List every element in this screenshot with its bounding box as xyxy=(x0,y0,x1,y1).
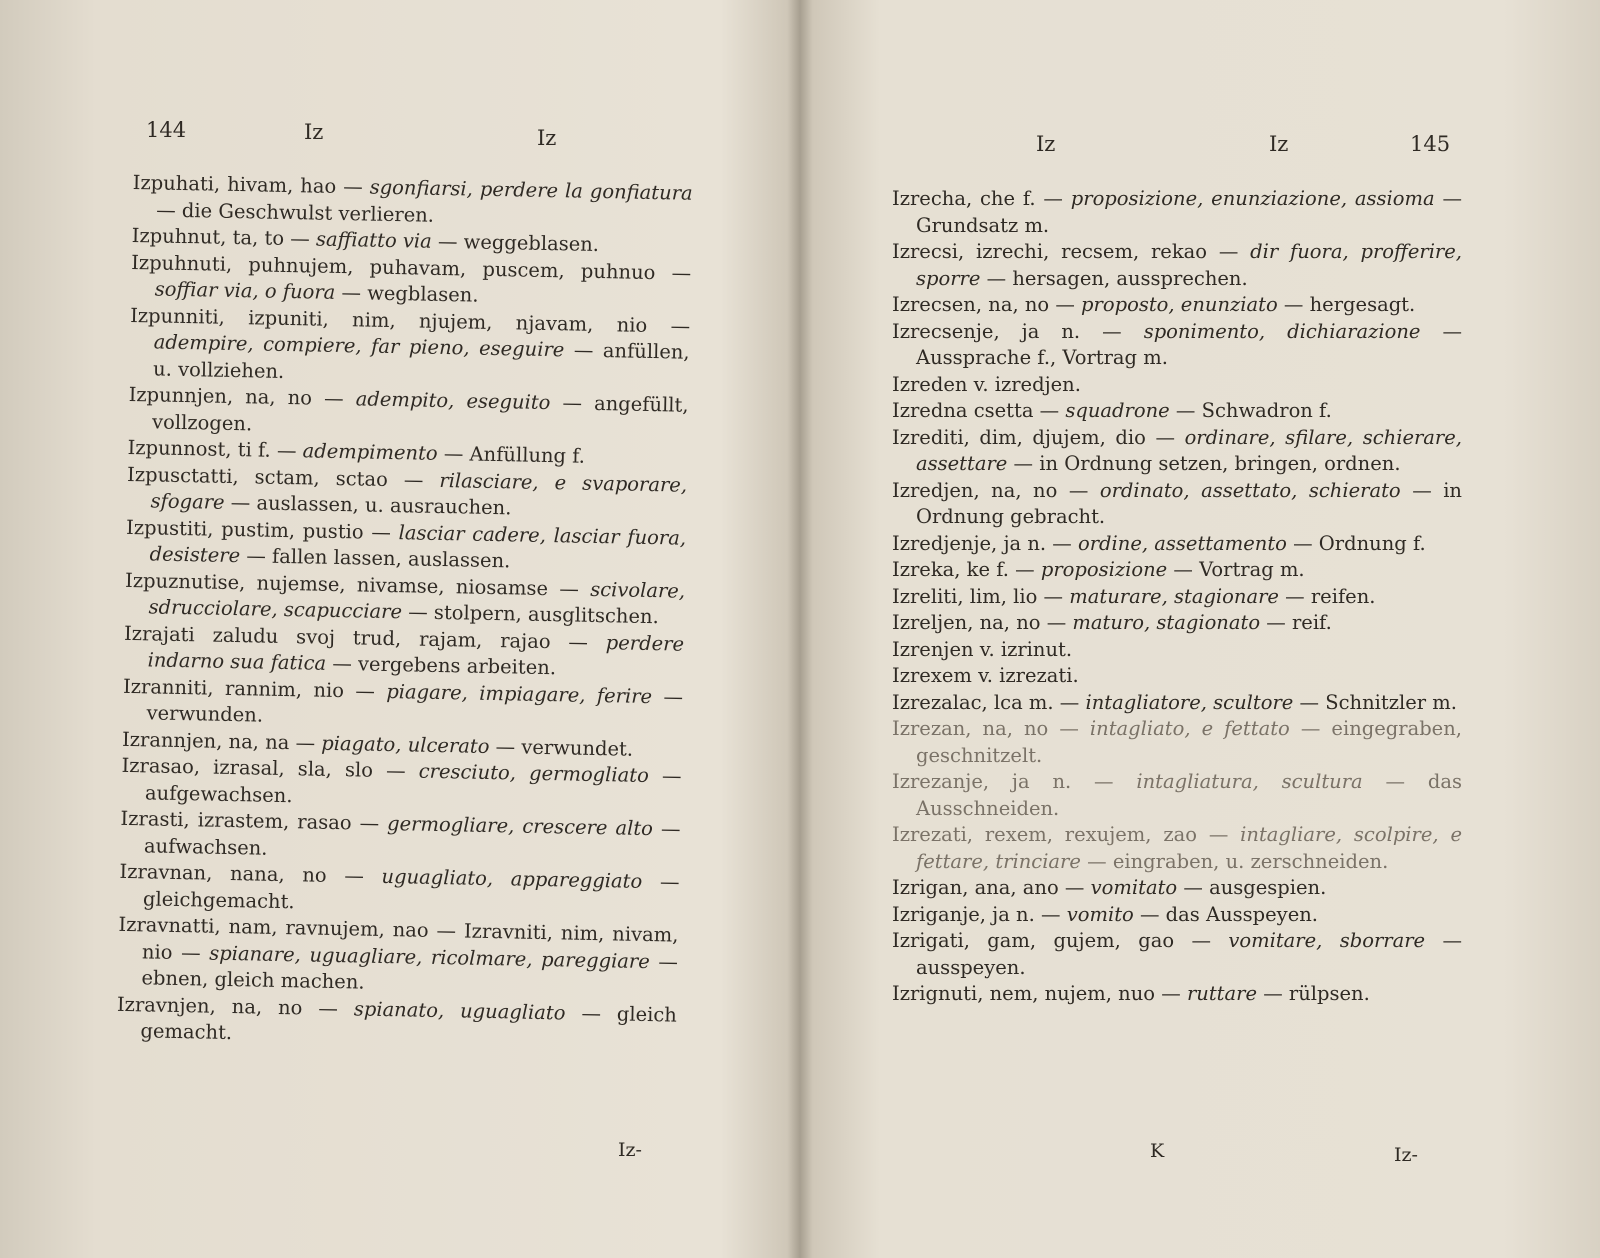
entry-german: — Vortrag m. xyxy=(1173,558,1305,581)
entry-headword: Izpunnost, ti f. — xyxy=(127,435,303,463)
entry-german: — weggeblasen. xyxy=(437,229,600,256)
entry-german: — rülpsen. xyxy=(1263,982,1370,1005)
entry-italian: sgonfiarsi, perdere la gonfiatura xyxy=(369,175,693,205)
dictionary-entry xyxy=(892,425,1462,478)
dictionary-entry xyxy=(892,637,1462,664)
dictionary-entry xyxy=(892,398,1462,425)
catchword: Iz- xyxy=(618,1139,642,1161)
entry-italian: spianato, uguagliato xyxy=(353,996,582,1025)
entry-german: — eingegraben, geschnitzelt. xyxy=(916,717,1462,767)
dictionary-entry xyxy=(892,716,1462,769)
entry-german: — Grundsatz m. xyxy=(916,187,1462,237)
entry-italian: intagliatore, scultore xyxy=(1085,690,1300,714)
entry-italian: cresciuto, germogliato xyxy=(418,759,663,788)
entry-headword: Izravnan, nana, no — xyxy=(119,859,382,888)
dictionary-entry xyxy=(892,663,1462,690)
dictionary-entry xyxy=(892,875,1462,902)
entry-german: — anfüllen, u. vollziehen. xyxy=(152,338,690,383)
entry-italian: proposizione, enunziazione, assioma xyxy=(1070,187,1443,210)
entry-headword: Izpuznutise, nujemse, nivamse, niosamse — xyxy=(124,568,591,601)
entry-italian: piagato, ulcerato xyxy=(321,731,496,758)
entry-headword: Izrexem v. izrezati. xyxy=(892,664,1079,687)
entry-headword: Izrannjen, na, na — xyxy=(121,727,322,755)
entry-list xyxy=(892,186,1462,1008)
entry-italian: germogliare, crescere alto xyxy=(386,812,662,841)
entry-italian: adempimento xyxy=(302,439,445,466)
entry-german: — ausgespien. xyxy=(1183,876,1327,899)
entry-italian: ruttare xyxy=(1186,982,1264,1005)
dictionary-entry xyxy=(892,902,1462,929)
entry-italian: intagliare, scolpire, e fettare, trinciare xyxy=(916,823,1462,873)
entry-italian: scivolare, sdrucciolare, scapucciare xyxy=(148,577,686,624)
entry-italian: proposto, enunziato xyxy=(1081,293,1284,316)
entry-headword: Izrenjen v. izrinut. xyxy=(892,637,1073,661)
entry-italian: vomitato xyxy=(1090,876,1184,899)
entry-headword: Izrecsenje, ja n. — xyxy=(892,319,1144,343)
entry-german: — Ordnung f. xyxy=(1293,531,1426,555)
entry-german: — verwunden. xyxy=(146,684,684,727)
entry-headword: Izrignuti, nem, nujem, nuo — xyxy=(892,982,1187,1005)
entry-italian: uguagliato, appareggiato xyxy=(381,864,661,894)
entry-italian: ordinato, assettato, schierato xyxy=(1099,478,1413,502)
entry-german: — reifen. xyxy=(1285,584,1376,608)
entry-headword: Izrediti, dim, djujem, dio — xyxy=(892,425,1185,449)
entry-german: — ebnen, gleich machen. xyxy=(141,949,679,994)
entry-headword: Izpunniti, izpuniti, nim, njujem, njavam, nio — xyxy=(129,303,691,338)
running-head: Iz xyxy=(1269,132,1289,156)
entry-german: — das Ausspeyen. xyxy=(1139,902,1318,926)
entry-headword: Izrigan, ana, ano — xyxy=(892,876,1091,899)
entry-headword: Izrasao, izrasal, sla, slo — xyxy=(121,753,419,783)
entry-headword: Izredna csetta — xyxy=(892,399,1066,422)
entry-headword: Izpuhati, hivam, hao — xyxy=(132,170,370,199)
entry-italian: sponimento, dichiarazione xyxy=(1143,319,1443,343)
dictionary-entry xyxy=(892,610,1462,637)
entry-headword: Izrezalac, lca m. — xyxy=(892,690,1086,714)
catchword: Iz- xyxy=(1394,1144,1418,1166)
entry-headword: Izriganje, ja n. — xyxy=(892,902,1067,926)
entry-headword: Izreka, ke f. — xyxy=(892,558,1041,581)
entry-headword: Izravnjen, na, no — xyxy=(116,992,355,1020)
entry-headword: Izpunnjen, na, no — xyxy=(128,382,356,411)
entry-german: — hersagen, aussprechen. xyxy=(986,266,1248,290)
entry-german: — aufgewachsen. xyxy=(144,764,682,807)
entry-headword: Izrasti, izrastem, rasao — xyxy=(120,806,388,835)
entry-headword: Izreljen, na, no — xyxy=(892,611,1073,634)
page-number: 144 xyxy=(146,118,187,142)
right-page xyxy=(800,0,1600,1258)
entry-headword: Izpustiti, pustim, pustio — xyxy=(125,515,399,544)
entry-italian: ordinare, sfilare, schierare, assettare xyxy=(916,425,1462,475)
entry-headword: Izreliti, lim, lio — xyxy=(892,584,1070,608)
entry-italian: soffiar via, o fuora xyxy=(154,277,342,305)
entry-german: — wegblasen. xyxy=(341,281,479,307)
entry-german: — ausspeyen. xyxy=(916,929,1462,979)
entry-headword: Izrecsen, na, no — xyxy=(892,293,1082,316)
entry-italian: proposizione xyxy=(1040,558,1174,581)
entry-italian: spianare, uguagliare, ricolmare, pareggiare xyxy=(209,941,659,973)
running-head: Iz xyxy=(537,126,557,150)
dictionary-entry xyxy=(892,584,1462,611)
entry-german: — die Geschwulst verlieren. xyxy=(156,197,435,227)
entry-german: — eingraben, u. zerschneiden. xyxy=(1087,849,1389,873)
entry-german: — Schwadron f. xyxy=(1175,399,1332,422)
entry-italian: piagare, impiagare, ferire xyxy=(386,679,664,708)
dictionary-entry xyxy=(892,690,1462,717)
entry-german: — hergesagt. xyxy=(1283,293,1416,316)
entry-italian: maturo, stagionato xyxy=(1072,611,1267,634)
entry-italian: vomito xyxy=(1066,902,1140,926)
entry-italian: rilasciare, e svaporare, sfogare xyxy=(150,468,688,514)
entry-headword: Izredjen, na, no — xyxy=(892,478,1100,502)
dictionary-entry xyxy=(892,557,1462,584)
entry-italian: lasciar cadere, lasciar fuora, desistere xyxy=(149,520,687,568)
entry-headword: Izrecsi, izrechi, recsem, rekao — xyxy=(892,240,1251,263)
entry-german: — angefüllt, vollzogen. xyxy=(151,391,689,435)
dictionary-entry xyxy=(892,292,1462,319)
entry-italian: maturare, stagionare xyxy=(1069,584,1286,608)
entry-headword: Izrigati, gam, gujem, gao — xyxy=(892,929,1229,952)
entry-italian: adempito, eseguito xyxy=(355,387,563,415)
entry-headword: Izrezanje, ja n. — xyxy=(892,770,1137,793)
dictionary-entry xyxy=(892,239,1462,292)
running-head: Iz xyxy=(1036,132,1056,156)
entry-italian: ordine, assettamento xyxy=(1077,531,1294,555)
entry-list xyxy=(116,170,693,1055)
dictionary-entry xyxy=(892,531,1462,558)
dictionary-entry xyxy=(892,928,1462,981)
dictionary-entry xyxy=(892,186,1462,239)
entry-headword: Izredjenje, ja n. — xyxy=(892,531,1078,555)
entry-german: — Aussprache f., Vortrag m. xyxy=(916,319,1462,369)
entry-german: — in Ordnung setzen, bringen, ordnen. xyxy=(1013,452,1401,475)
entry-german: — reif. xyxy=(1266,611,1332,634)
dictionary-entry xyxy=(892,372,1462,399)
dictionary-entry xyxy=(129,302,690,392)
entry-headword: Izrecha, che f. — xyxy=(892,187,1071,210)
dictionary-entry xyxy=(116,991,677,1055)
entry-headword: Izreden v. izredjen. xyxy=(892,372,1081,396)
entry-headword: Izpuhnut, ta, to — xyxy=(131,223,317,251)
entry-german: — gleich gemacht. xyxy=(140,1001,678,1045)
entry-italian: intagliato, e fettato xyxy=(1089,717,1301,740)
entry-italian: squadrone xyxy=(1065,399,1176,422)
dictionary-entry xyxy=(892,319,1462,372)
entry-german: — fallen lassen, auslassen. xyxy=(246,544,511,573)
page-number: 145 xyxy=(1410,132,1451,156)
entry-german: — das Ausschneiden. xyxy=(916,770,1462,820)
entry-german: — in Ordnung gebracht. xyxy=(916,478,1462,528)
entry-italian: saffiatto via xyxy=(315,227,439,253)
entry-german: — Schnitzler m. xyxy=(1299,690,1457,714)
entry-german: — vergebens arbeiten. xyxy=(332,651,557,680)
dictionary-entry xyxy=(892,478,1462,531)
entry-headword: Izranniti, rannim, nio — xyxy=(122,674,387,703)
entry-italian: dir fuora, profferire, sporre xyxy=(916,240,1462,290)
entry-headword: Izrajati zaludu svoj trud, rajam, rajao — xyxy=(123,621,607,654)
running-head: Iz xyxy=(304,120,324,144)
dictionary-entry xyxy=(892,981,1462,1008)
entry-italian: vomitare, sborrare xyxy=(1228,929,1443,952)
entry-italian: perdere indarno sua fatica xyxy=(147,630,685,675)
entry-headword: Izrezan, na, no — xyxy=(892,717,1090,740)
entry-german: — verwundet. xyxy=(495,734,634,761)
entry-german: — auslassen, u. ausrauchen. xyxy=(230,490,512,520)
dictionary-entry xyxy=(117,912,678,1002)
signature-mark: K xyxy=(1150,1140,1165,1162)
dictionary-entry xyxy=(892,822,1462,875)
entry-italian: adempire, compiere, far pieno, eseguire xyxy=(153,330,575,362)
entry-headword: Izpuhnuti, puhnujem, puhavam, puscem, puhnuo — xyxy=(131,250,692,285)
entry-headword: Izpusctatti, sctam, sctao — xyxy=(126,462,440,492)
entry-italian: intagliatura, scultura xyxy=(1136,770,1386,793)
entry-german: — aufwachsen. xyxy=(143,817,681,860)
entry-german: — Anfüllung f. xyxy=(443,442,586,468)
entry-german: — gleichgemacht. xyxy=(142,870,680,913)
entry-headword: Izrezati, rexem, rexujem, zao — xyxy=(892,823,1241,846)
dictionary-entry xyxy=(892,769,1462,822)
entry-german: — stolpern, ausglitschen. xyxy=(408,600,660,629)
entry-headword: Izravnatti, nam, ravnujem, nao — Izravniti, nim, nivam, nio — xyxy=(118,912,679,965)
